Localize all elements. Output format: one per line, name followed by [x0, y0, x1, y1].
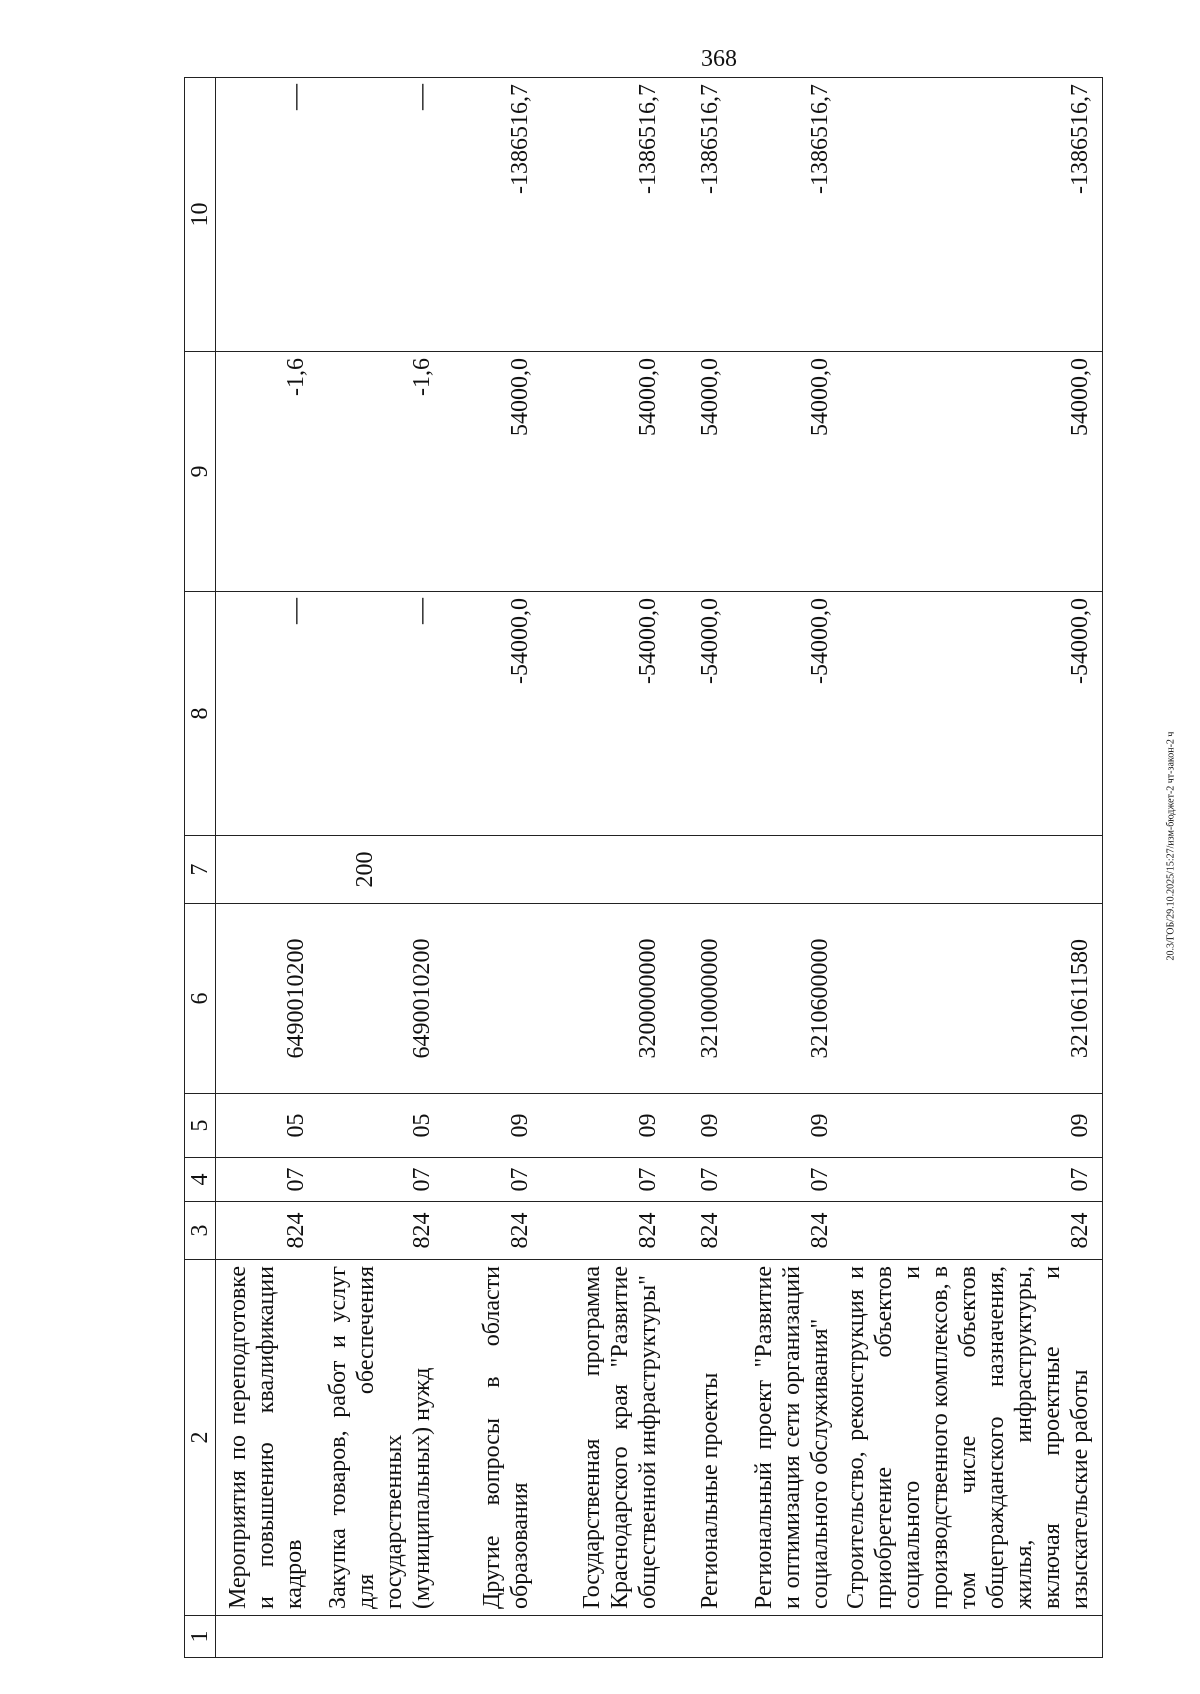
table-row [542, 78, 670, 1658]
cell-amount-8: -54000,0 [542, 592, 670, 836]
cell-target-article: 3210600000 [732, 904, 842, 1094]
cell-section: 07 [542, 1158, 670, 1202]
header-col-4: 4 [185, 1158, 216, 1202]
cell-target-article: 3210611580 [842, 904, 1103, 1094]
cell-subsection: 05 [216, 1094, 318, 1158]
cell-name: Государственная программа Краснодарского края "Развитие общественной инфраструктуры" [542, 1260, 670, 1616]
table-row [670, 78, 732, 1658]
cell-amount-10: — [216, 78, 318, 352]
cell-amount-9: 54000,0 [732, 352, 842, 592]
cell-amount-8: -54000,0 [842, 592, 1103, 836]
cell-target-article: 3210000000 [670, 904, 732, 1094]
cell-amount-8: -54000,0 [670, 592, 732, 836]
header-col-8: 8 [185, 592, 216, 836]
cell-amount-9: -1,6 [318, 352, 444, 592]
table-row [444, 78, 542, 1658]
table-row [842, 78, 1103, 1658]
cell-amount-10: -1386516,7 [542, 78, 670, 352]
cell-expense-type [732, 836, 842, 904]
cell-expense-type [842, 836, 1103, 904]
cell-amount-8: — [318, 592, 444, 836]
cell-amount-9: 54000,0 [542, 352, 670, 592]
header-col-6: 6 [185, 904, 216, 1094]
cell-expense-type [542, 836, 670, 904]
cell-subsection: 09 [444, 1094, 542, 1158]
rotated-table-container [184, 78, 1093, 1658]
cell-ministry: 824 [318, 1202, 444, 1260]
cell-target-article: 6490010200 [318, 904, 444, 1094]
cell-ministry: 824 [542, 1202, 670, 1260]
cell-expense-type [670, 836, 732, 904]
header-row [185, 78, 216, 1658]
cell-section: 07 [444, 1158, 542, 1202]
header-col-7: 7 [185, 836, 216, 904]
cell-amount-10: -1386516,7 [444, 78, 542, 352]
footer-document-code: 20.3/ГОБ/29.10.2025/15:27/изм-бюджет-2 чт-закон-2 ч [1165, 731, 1177, 961]
header-col-1: 1 [185, 1616, 216, 1658]
cell-subsection: 05 [318, 1094, 444, 1158]
cell-amount-10: -1386516,7 [670, 78, 732, 352]
cell-number [542, 1616, 670, 1658]
cell-expense-type [444, 836, 542, 904]
cell-amount-9: 54000,0 [670, 352, 732, 592]
header-col-9: 9 [185, 352, 216, 592]
cell-name: Строительство, реконструкция и приобретение объектов социального и производственного комплексов, в том числе объектов общегражданского назначения, жилья, инфраструктуры, включая проектные и изыскательские работы [842, 1260, 1103, 1616]
cell-amount-10: -1386516,7 [732, 78, 842, 352]
cell-target-article: 3200000000 [542, 904, 670, 1094]
cell-section: 07 [670, 1158, 732, 1202]
table-row [732, 78, 842, 1658]
cell-amount-10: — [318, 78, 444, 352]
cell-target-article [444, 904, 542, 1094]
cell-ministry: 824 [670, 1202, 732, 1260]
cell-ministry: 824 [732, 1202, 842, 1260]
cell-section: 07 [732, 1158, 842, 1202]
header-col-10: 10 [185, 78, 216, 352]
table-row [216, 78, 318, 1658]
cell-number [670, 1616, 732, 1658]
cell-amount-9: 54000,0 [842, 352, 1103, 592]
cell-ministry: 824 [842, 1202, 1103, 1260]
cell-amount-9: -1,6 [216, 352, 318, 592]
cell-name: Другие вопросы в области образования [444, 1260, 542, 1616]
cell-amount-8: -54000,0 [444, 592, 542, 836]
cell-name: Закупка товаров, работ и услуг для обеспечения государственных (муниципальных) нужд [318, 1260, 444, 1616]
cell-subsection: 09 [842, 1094, 1103, 1158]
cell-subsection: 09 [542, 1094, 670, 1158]
cell-target-article: 6490010200 [216, 904, 318, 1094]
cell-number [318, 1616, 444, 1658]
header-col-5: 5 [185, 1094, 216, 1158]
header-col-3: 3 [185, 1202, 216, 1260]
cell-number [732, 1616, 842, 1658]
table-row [318, 78, 444, 1658]
cell-ministry: 824 [444, 1202, 542, 1260]
header-col-2: 2 [185, 1260, 216, 1616]
cell-amount-8: — [216, 592, 318, 836]
cell-name: Мероприятия по переподготовке и повышению квалификации кадров [216, 1260, 318, 1616]
cell-subsection: 09 [670, 1094, 732, 1158]
cell-name: Региональные проекты [670, 1260, 732, 1616]
cell-amount-9: 54000,0 [444, 352, 542, 592]
budget-table [184, 77, 1103, 1658]
cell-name: Региональный проект "Развитие и оптимизация сети организаций социального обслуживания" [732, 1260, 842, 1616]
cell-subsection: 09 [732, 1094, 842, 1158]
cell-amount-8: -54000,0 [732, 592, 842, 836]
cell-section: 07 [216, 1158, 318, 1202]
cell-number [842, 1616, 1103, 1658]
cell-section: 07 [318, 1158, 444, 1202]
cell-number [216, 1616, 318, 1658]
cell-ministry: 824 [216, 1202, 318, 1260]
cell-section: 07 [842, 1158, 1103, 1202]
cell-number [444, 1616, 542, 1658]
cell-expense-type: 200 [318, 836, 444, 904]
cell-expense-type [216, 836, 318, 904]
cell-amount-10: -1386516,7 [842, 78, 1103, 352]
page-number: 368 [701, 46, 737, 72]
